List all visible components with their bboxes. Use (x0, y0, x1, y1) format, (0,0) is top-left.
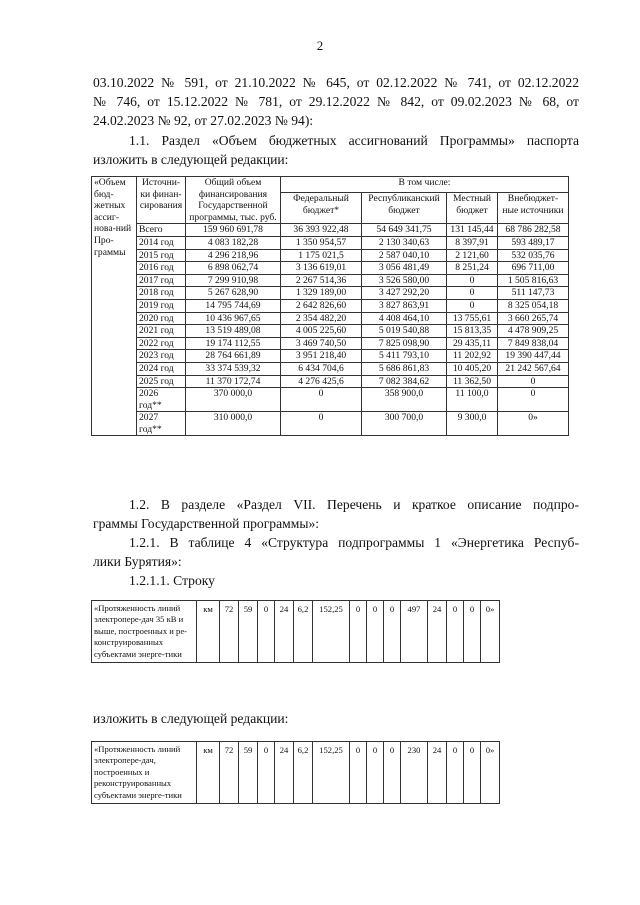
text-line: лики Бурятия»: (93, 554, 182, 569)
extrabudget-value: 1 505 816,63 (498, 274, 569, 287)
table-row (92, 362, 569, 375)
row-label: 2025 год (137, 375, 186, 388)
text-line: 1.1. Раздел «Объем бюджетных ассигнований Программы» паспорта (129, 133, 579, 148)
total-value: 19 174 112,55 (186, 337, 281, 350)
col-header-local: Местный бюджет (447, 193, 498, 224)
indicator-name: «Протяженность линий электропере-дач, построенных и реконструированных субъектами энерге-тики (92, 742, 197, 804)
federal-value: 0 (281, 388, 362, 412)
table-row (92, 299, 569, 312)
total-value: 4 083 182,28 (186, 236, 281, 249)
col-header-source: Источни-ки финан-сирования (137, 177, 186, 224)
value-cell: 24 (428, 742, 447, 804)
table-row (92, 350, 569, 363)
value-cell: 0» (481, 742, 500, 804)
local-value: 11 362,50 (447, 375, 498, 388)
text-line: 1.2.1. В таблице 4 «Структура подпрограммы 1 «Энергетика Респуб- (129, 535, 579, 550)
value-cell: 6,2 (294, 601, 313, 663)
value-cell: 0 (367, 601, 384, 663)
republican-value: 7 082 384,62 (362, 375, 447, 388)
value-cell: 72 (220, 601, 239, 663)
republican-value: 54 649 341,75 (362, 224, 447, 237)
republican-value: 7 825 098,90 (362, 337, 447, 350)
local-value: 11 202,92 (447, 350, 498, 363)
total-value: 4 296 218,96 (186, 249, 281, 262)
text-line: 03.10.2022 № 591, от 21.10.2022 № 645, от 02.12.2022 № 741, от 02.12.2022 (93, 75, 579, 90)
unit-cell: км (197, 601, 220, 663)
total-value: 14 795 744,69 (186, 299, 281, 312)
republican-value: 5 019 540,88 (362, 325, 447, 338)
new-row-table (91, 741, 500, 804)
table-row (92, 601, 500, 663)
extrabudget-value: 0 (498, 375, 569, 388)
value-cell: 0 (447, 742, 464, 804)
row-label: Всего (137, 224, 186, 237)
value-cell: 24 (275, 601, 294, 663)
federal-value: 3 951 218,40 (281, 350, 362, 363)
extrabudget-value: 68 786 282,58 (498, 224, 569, 237)
value-cell: 230 (401, 742, 428, 804)
intro-paragraph (93, 73, 579, 130)
col-header-extrabudget: Внебюджет-ные источники (498, 193, 569, 224)
row-label: 2024 год (137, 362, 186, 375)
row-label: 2015 год (137, 249, 186, 262)
text-line: 1.2. В разделе «Раздел VII. Перечень и краткое описание подпро- (129, 497, 579, 512)
local-value: 0 (447, 299, 498, 312)
local-value: 11 100,0 (447, 388, 498, 412)
col-header-republican: Республиканский бюджет (362, 193, 447, 224)
value-cell: 0 (384, 601, 401, 663)
republican-value: 5 411 793,10 (362, 350, 447, 363)
row-label: 2017 год (137, 274, 186, 287)
item-1-2 (93, 495, 579, 533)
value-cell: 0 (464, 742, 481, 804)
value-cell: 24 (428, 601, 447, 663)
federal-value: 36 393 922,48 (281, 224, 362, 237)
republican-value: 4 408 464,10 (362, 312, 447, 325)
value-cell: 72 (220, 742, 239, 804)
table-row (92, 412, 569, 436)
extrabudget-value: 8 325 054,18 (498, 299, 569, 312)
extrabudget-value: 19 390 447,44 (498, 350, 569, 363)
value-cell: 0 (447, 601, 464, 663)
local-value: 131 145,44 (447, 224, 498, 237)
table-row (92, 236, 569, 249)
republican-value: 2 587 040,10 (362, 249, 447, 262)
local-value: 8 251,24 (447, 262, 498, 275)
federal-value: 3 136 619,01 (281, 262, 362, 275)
value-cell: 59 (239, 601, 258, 663)
total-value: 33 374 539,32 (186, 362, 281, 375)
total-value: 28 764 661,89 (186, 350, 281, 363)
local-value: 0 (447, 287, 498, 300)
value-cell: 6,2 (294, 742, 313, 804)
federal-value: 1 350 954,57 (281, 236, 362, 249)
federal-value: 2 267 514,36 (281, 274, 362, 287)
federal-value: 3 469 740,50 (281, 337, 362, 350)
row-label: 2021 год (137, 325, 186, 338)
total-value: 6 898 062,74 (186, 262, 281, 275)
local-value: 8 397,91 (447, 236, 498, 249)
republican-value: 2 130 340,63 (362, 236, 447, 249)
local-value: 10 405,20 (447, 362, 498, 375)
passport-budget-table (91, 176, 569, 436)
local-value: 13 755,61 (447, 312, 498, 325)
text-line: граммы Государственной программы»: (93, 516, 320, 531)
extrabudget-value: 0 (498, 388, 569, 412)
value-cell: 0 (464, 601, 481, 663)
extrabudget-value: 696 711,00 (498, 262, 569, 275)
extrabudget-value: 532 035,76 (498, 249, 569, 262)
total-value: 5 267 628,90 (186, 287, 281, 300)
value-cell: 0 (367, 742, 384, 804)
local-value: 0 (447, 274, 498, 287)
federal-value: 2 642 826,60 (281, 299, 362, 312)
row-label: 2018 год (137, 287, 186, 300)
local-value: 29 435,11 (447, 337, 498, 350)
table-row (92, 325, 569, 338)
total-value: 11 370 172,74 (186, 375, 281, 388)
local-value: 9 300,0 (447, 412, 498, 436)
federal-value: 1 175 021,5 (281, 249, 362, 262)
federal-value: 4 005 225,60 (281, 325, 362, 338)
total-value: 159 960 691,78 (186, 224, 281, 237)
text-line: 1.2.1.1. Строку (129, 573, 215, 588)
local-value: 15 813,35 (447, 325, 498, 338)
republican-value: 3 427 292,20 (362, 287, 447, 300)
row-label: 2027 год** (137, 412, 186, 436)
republican-value: 5 686 861,83 (362, 362, 447, 375)
republican-value: 358 900,0 (362, 388, 447, 412)
table-row (92, 337, 569, 350)
item-1-2-1 (93, 533, 579, 571)
federal-value: 0 (281, 412, 362, 436)
extrabudget-value: 7 849 838,04 (498, 337, 569, 350)
indicator-name: «Протяженность линий электропере-дач 35 кВ и выше, построенных и ре-конструированных субъектами энерге-тики (92, 601, 197, 663)
text-line: изложить в следующей редакции: (93, 711, 289, 726)
extrabudget-value: 4 478 909,25 (498, 325, 569, 338)
table-row (92, 274, 569, 287)
table-row (92, 262, 569, 275)
value-cell: 152,25 (313, 742, 350, 804)
total-value: 7 299 910,98 (186, 274, 281, 287)
total-value: 370 000,0 (186, 388, 281, 412)
value-cell: 59 (239, 742, 258, 804)
value-cell: 497 (401, 601, 428, 663)
text-line: № 746, от 15.12.2022 № 781, от 29.12.2022 № 842, от 09.02.2023 № 68, от (93, 94, 579, 109)
federal-value: 1 329 189,00 (281, 287, 362, 300)
extrabudget-value: 0» (498, 412, 569, 436)
table-row (92, 375, 569, 388)
total-value: 13 519 489,08 (186, 325, 281, 338)
table-row (92, 312, 569, 325)
republican-value: 3 526 580,00 (362, 274, 447, 287)
item-1-1 (93, 131, 579, 169)
row-label: 2016 год (137, 262, 186, 275)
total-value: 310 000,0 (186, 412, 281, 436)
col-header-including: В том числе: (281, 177, 569, 193)
local-value: 2 121,60 (447, 249, 498, 262)
table-row (92, 249, 569, 262)
row-label: 2026 год** (137, 388, 186, 412)
col-header-total: Общий объем финансирования Государственной программы, тыс. руб. (186, 177, 281, 224)
table-row (92, 224, 569, 237)
extrabudget-value: 593 489,17 (498, 236, 569, 249)
section-label-cell: «Объем бюд-жетных ассиг-нова-ний Про-граммы (92, 177, 137, 436)
unit-cell: км (197, 742, 220, 804)
extrabudget-value: 3 660 265,74 (498, 312, 569, 325)
col-header-federal: Федеральный бюджет* (281, 193, 362, 224)
row-label: 2014 год (137, 236, 186, 249)
old-row-table (91, 600, 500, 663)
total-value: 10 436 967,65 (186, 312, 281, 325)
republican-value: 3 056 481,49 (362, 262, 447, 275)
value-cell: 0 (384, 742, 401, 804)
text-line: 24.02.2023 № 92, от 27.02.2023 № 94): (93, 113, 314, 128)
republican-value: 300 700,0 (362, 412, 447, 436)
republican-value: 3 827 863,91 (362, 299, 447, 312)
federal-value: 2 354 482,20 (281, 312, 362, 325)
replace-text (93, 709, 579, 728)
row-label: 2023 год (137, 350, 186, 363)
federal-value: 4 276 425,6 (281, 375, 362, 388)
value-cell: 0 (350, 742, 367, 804)
row-label: 2022 год (137, 337, 186, 350)
text-line: изложить в следующей редакции: (93, 152, 289, 167)
value-cell: 0 (258, 601, 275, 663)
row-label: 2020 год (137, 312, 186, 325)
extrabudget-value: 21 242 567,64 (498, 362, 569, 375)
extrabudget-value: 511 147,73 (498, 287, 569, 300)
table-row (92, 287, 569, 300)
page-number: 2 (316, 38, 324, 53)
row-label: 2019 год (137, 299, 186, 312)
table-row (92, 742, 500, 804)
federal-value: 6 434 704,6 (281, 362, 362, 375)
value-cell: 0 (350, 601, 367, 663)
value-cell: 152,25 (313, 601, 350, 663)
table-row (92, 388, 569, 412)
item-1-2-1-1 (93, 571, 579, 590)
value-cell: 24 (275, 742, 294, 804)
value-cell: 0 (258, 742, 275, 804)
value-cell: 0» (481, 601, 500, 663)
